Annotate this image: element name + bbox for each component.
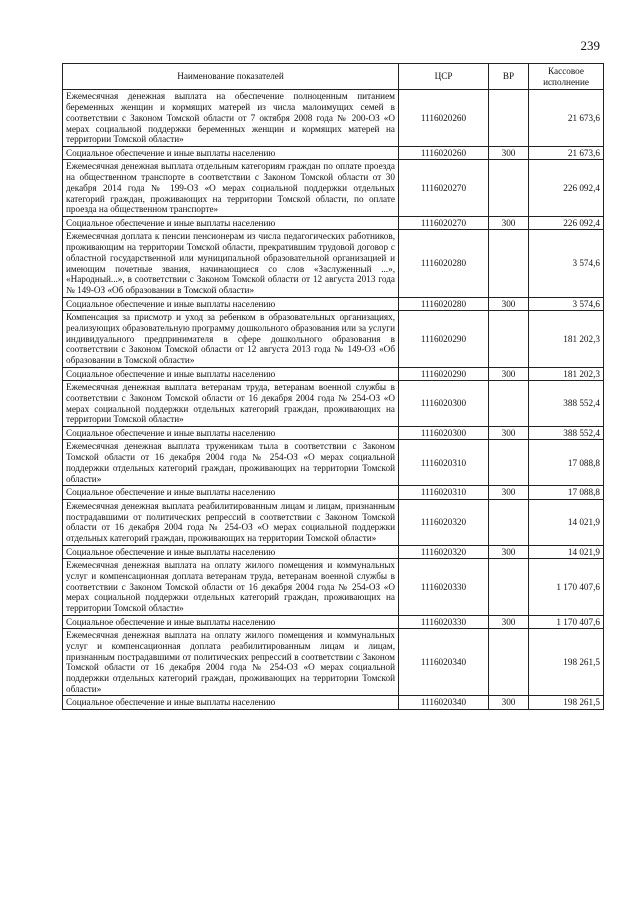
header-csr: ЦСР (399, 64, 489, 90)
row-vr: 300 (489, 696, 529, 710)
row-vr (489, 90, 529, 147)
row-csr: 1116020280 (399, 230, 489, 297)
row-vr (489, 559, 529, 616)
row-name: Социальное обеспечение и иные выплаты населению (63, 367, 399, 381)
row-csr: 1116020290 (399, 367, 489, 381)
row-vr (489, 381, 529, 427)
row-csr: 1116020280 (399, 297, 489, 311)
row-amount: 1 170 407,6 (529, 615, 604, 629)
row-csr: 1116020290 (399, 311, 489, 368)
row-name: Ежемесячная доплата к пенсии пенсионерам из числа педагогических работников, проживающим на территории Томской области, прекратившим трудовой договор с областной государственной или муниципальной образовательной организацией и имеющим почетные звания, начинающиеся со слов «Заслуженный ...», «Народный...», в соответствии с Законом Томской области от 12 августа 2013 года № 149-ОЗ «Об образовании в Томской области» (63, 230, 399, 297)
row-name: Ежемесячная денежная выплата на оплату жилого помещения и коммунальных услуг и компенсационная доплата реабилитированным лицам и лицам, признанным пострадавшими от политических репрессий в соответствии с Законом Томской области от 16 декабря 2004 года № 254-ОЗ «О мерах социальной поддержки отдельных категорий граждан, проживающих на территории Томской области» (63, 629, 399, 696)
row-csr: 1116020340 (399, 696, 489, 710)
row-csr: 1116020330 (399, 615, 489, 629)
row-name: Социальное обеспечение и иные выплаты населению (63, 146, 399, 160)
row-amount: 1 170 407,6 (529, 559, 604, 616)
row-vr: 300 (489, 297, 529, 311)
row-vr (489, 160, 529, 217)
table-row (63, 381, 604, 427)
row-vr: 300 (489, 367, 529, 381)
table-row (63, 615, 604, 629)
row-name: Ежемесячная денежная выплата реабилитированным лицам и лицам, признанным пострадавшими от политических репрессий в соответствии с Законом Томской области от 16 декабря 2004 года № 254-ОЗ «О мерах социальной поддержки отдельных категорий граждан, проживающих на территории Томской области» (63, 499, 399, 545)
row-csr: 1116020310 (399, 440, 489, 486)
row-csr: 1116020340 (399, 629, 489, 696)
row-csr: 1116020320 (399, 545, 489, 559)
table-row (63, 440, 604, 486)
row-vr: 300 (489, 216, 529, 230)
table-row (63, 367, 604, 381)
table-row (63, 545, 604, 559)
row-name: Социальное обеспечение и иные выплаты населению (63, 486, 399, 500)
row-vr: 300 (489, 615, 529, 629)
row-name: Ежемесячная денежная выплата на оплату жилого помещения и коммунальных услуг и компенсационная доплата ветеранам труда, ветеранам военной службы в соответствии с Законом Томской области от 16 декабря 2004 года № 254-ОЗ «О мерах социальной поддержки отдельных категорий граждан, проживающих на территории Томской области» (63, 559, 399, 616)
row-name: Ежемесячная денежная выплата на обеспечение полноценным питанием беременных женщин и кормящих матерей из числа малоимущих семей в соответствии с Законом Томской области от 7 октября 2008 года № 200-ОЗ «О мерах социальной поддержки беременных женщин и кормящих матерей на территории Томской области» (63, 90, 399, 147)
row-name: Социальное обеспечение и иные выплаты населению (63, 216, 399, 230)
page-number: 239 (580, 38, 600, 53)
row-amount: 198 261,5 (529, 629, 604, 696)
row-csr: 1116020310 (399, 486, 489, 500)
row-amount: 181 202,3 (529, 367, 604, 381)
row-amount: 3 574,6 (529, 230, 604, 297)
row-vr (489, 440, 529, 486)
row-csr: 1116020320 (399, 499, 489, 545)
row-amount: 21 673,6 (529, 90, 604, 147)
table-row (63, 559, 604, 616)
row-name: Компенсация за присмотр и уход за ребенком в образовательных организациях, реализующих образовательную программу дошкольного образования или за услуги индивидуального предпринимателя в сфере дошкольного образования в соответствии с Законом Томской области от 12 августа 2013 года № 149-ОЗ «Об образовании в Томской области» (63, 311, 399, 368)
table-body (63, 90, 604, 709)
row-vr (489, 230, 529, 297)
table-header-row (63, 64, 604, 90)
row-name: Социальное обеспечение и иные выплаты населению (63, 545, 399, 559)
row-vr: 300 (489, 146, 529, 160)
table-row (63, 486, 604, 500)
row-csr: 1116020300 (399, 381, 489, 427)
row-name: Ежемесячная денежная выплата труженикам тыла в соответствии с Законом Томской области от 16 декабря 2004 года № 254-ОЗ «О мерах социальной поддержки отдельных категорий граждан, проживающих на территории Томской области» (63, 440, 399, 486)
row-amount: 226 092,4 (529, 216, 604, 230)
row-amount: 14 021,9 (529, 545, 604, 559)
row-amount: 14 021,9 (529, 499, 604, 545)
table-row (63, 216, 604, 230)
row-vr (489, 311, 529, 368)
row-vr (489, 499, 529, 545)
row-csr: 1116020330 (399, 559, 489, 616)
row-amount: 17 088,8 (529, 486, 604, 500)
table-row (63, 90, 604, 147)
header-name: Наименование показателей (63, 64, 399, 90)
table-row (63, 146, 604, 160)
row-vr: 300 (489, 545, 529, 559)
row-amount: 388 552,4 (529, 426, 604, 440)
row-amount: 21 673,6 (529, 146, 604, 160)
row-amount: 226 092,4 (529, 160, 604, 217)
table-row (63, 499, 604, 545)
row-csr: 1116020260 (399, 90, 489, 147)
table-row (63, 230, 604, 297)
table-row (63, 297, 604, 311)
row-name: Социальное обеспечение и иные выплаты населению (63, 426, 399, 440)
row-csr: 1116020300 (399, 426, 489, 440)
row-amount: 3 574,6 (529, 297, 604, 311)
table-row (63, 311, 604, 368)
table-row (63, 629, 604, 696)
row-name: Ежемесячная денежная выплата отдельным категориям граждан по оплате проезда на общественном транспорте в соответствии с Законом Томской области от 30 декабря 2014 года № 199-ОЗ «О мерах социальной поддержки отдельных категорий граждан, проживающих на территории Томской области, по оплате проезда на общественном транспорте» (63, 160, 399, 217)
row-csr: 1116020260 (399, 146, 489, 160)
header-amount: Кассовое исполнение (529, 64, 604, 90)
budget-table (62, 63, 604, 710)
header-vr: ВР (489, 64, 529, 90)
row-name: Социальное обеспечение и иные выплаты населению (63, 615, 399, 629)
table-row (63, 426, 604, 440)
row-amount: 181 202,3 (529, 311, 604, 368)
table-row (63, 160, 604, 217)
row-name: Социальное обеспечение и иные выплаты населению (63, 696, 399, 710)
row-amount: 198 261,5 (529, 696, 604, 710)
row-amount: 388 552,4 (529, 381, 604, 427)
row-csr: 1116020270 (399, 160, 489, 217)
row-csr: 1116020270 (399, 216, 489, 230)
row-vr (489, 629, 529, 696)
row-vr: 300 (489, 486, 529, 500)
row-amount: 17 088,8 (529, 440, 604, 486)
row-name: Социальное обеспечение и иные выплаты населению (63, 297, 399, 311)
row-name: Ежемесячная денежная выплата ветеранам труда, ветеранам военной службы в соответствии с Законом Томской области от 16 декабря 2004 года № 254-ОЗ «О мерах социальной поддержки отдельных категорий граждан, проживающих на территории Томской области» (63, 381, 399, 427)
table-row (63, 696, 604, 710)
row-vr: 300 (489, 426, 529, 440)
